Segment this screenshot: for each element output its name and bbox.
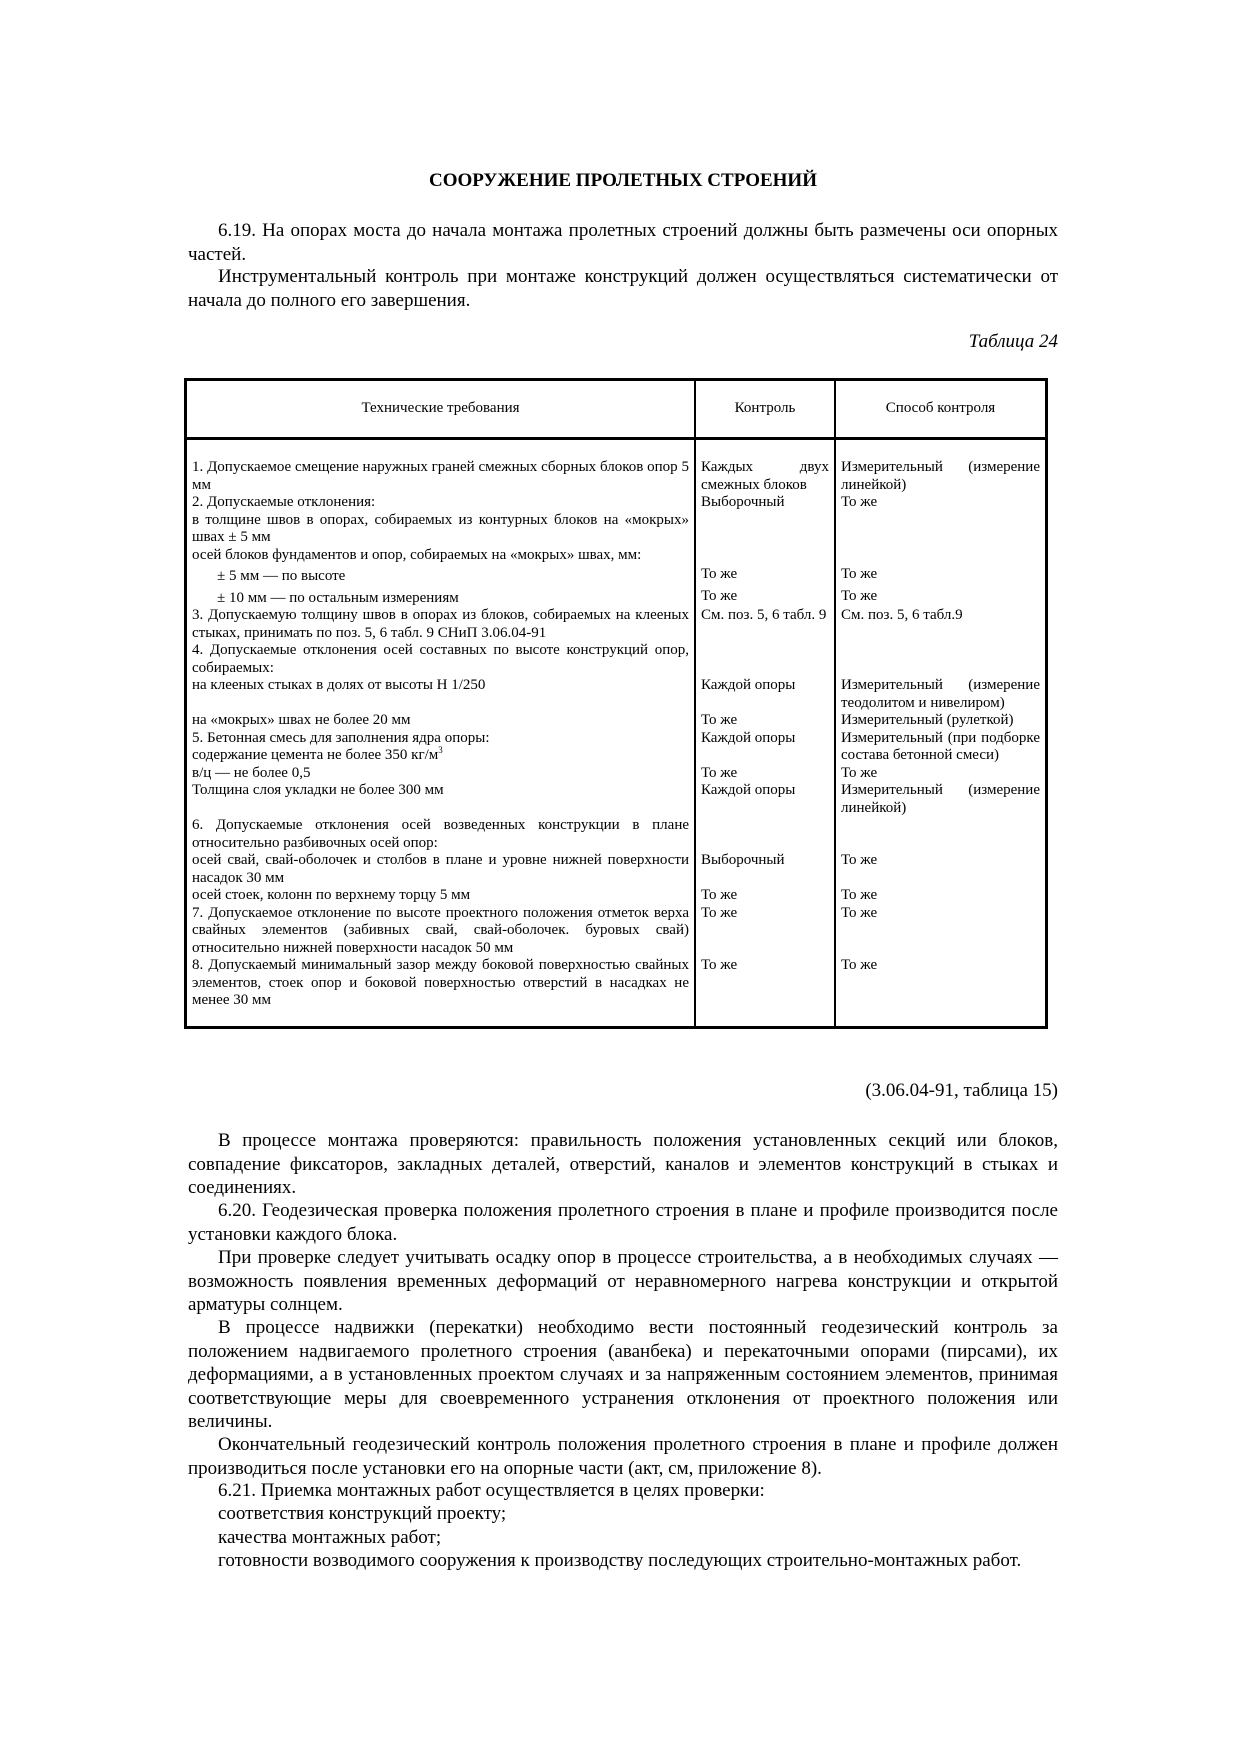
cell-text: содержание цемента не более 350 кг/м — [192, 747, 439, 763]
table-row — [186, 459, 1047, 494]
cell-control: Выборочный — [695, 494, 835, 564]
cell-control: Каждой опоры — [695, 677, 835, 712]
cell-requirement: осей стоек, колонн по верхнему торцу 5 мм — [186, 887, 696, 905]
cell-control — [695, 642, 835, 677]
cell-requirement — [186, 730, 696, 765]
table-row — [186, 957, 1047, 1010]
table-row — [186, 852, 1047, 887]
cell-method: Измерительный (рулеткой) — [841, 712, 1014, 728]
cell-requirement: ± 5 мм — по высоте — [186, 564, 696, 586]
cell-method: Измерительный (измерение линейкой) — [841, 459, 1040, 493]
cell-method: То же — [841, 957, 878, 973]
cell-method: То же — [841, 904, 878, 921]
body-paragraph: Окончательный геодезический контроль положения пролетного строения в плане и профиле должен производиться после установки его на опорные части (акт, см, приложение 8). — [188, 1434, 1058, 1479]
table-row — [186, 817, 1047, 852]
cell-method: То же — [841, 764, 878, 781]
cell-control: То же — [695, 887, 835, 905]
table-row — [186, 607, 1047, 642]
body-paragraph: качества монтажных работ; — [218, 1527, 442, 1548]
body-paragraph: 6.21. Приемка монтажных работ осуществляется в целях проверки: — [218, 1480, 765, 1501]
cell-text: 5. Бетонная смесь для заполнения ядра опоры: — [192, 729, 490, 746]
cell-requirement: осей свай, свай-оболочек и столбов в плане и уровне нижней поверхности насадок 30 мм — [186, 852, 696, 887]
table-caption: Таблица 24 — [968, 331, 1058, 352]
cell-control: То же — [695, 712, 835, 730]
table-row — [186, 905, 1047, 958]
body-paragraph: готовности возводимого сооружения к производству последующих строительно-монтажных работ. — [218, 1550, 1022, 1571]
cell-method: То же — [841, 887, 878, 903]
body-paragraph: В процессе монтажа проверяются: правильность положения установленных секций или блоков, совпадение фиксаторов, закладных деталей, отверстий, каналов и элементов конструкций в стыках и соединениях. — [188, 1130, 1058, 1198]
cell-control: То же — [695, 586, 835, 608]
intro-paragraph: 6.19. На опорах моста до начала монтажа пролетных строений должны быть размечены оси опорных частей. — [188, 220, 1058, 265]
cell-control: То же — [695, 564, 835, 586]
cell-requirement: ± 10 мм — по остальным измерениям — [186, 586, 696, 608]
cell-requirement: в/ц — не более 0,5 — [186, 765, 696, 783]
body-paragraph: При проверке следует учитывать осадку опор в процессе строительства, а в необходимых случаях — возможность появления временных деформаций от неравномерного нагрева конструкции и открытой арматуры солнцем. — [188, 1247, 1058, 1315]
table-row — [186, 677, 1047, 712]
table-row — [186, 765, 1047, 783]
cell-method: То же — [841, 852, 878, 868]
cell-control — [695, 817, 835, 852]
table-row — [186, 782, 1047, 817]
cell-method — [835, 817, 1047, 852]
table-row — [186, 494, 1047, 564]
intro-paragraph: Инструментальный контроль при монтаже конструкций должен осуществляться систематически от начала до полного его завершения. — [188, 266, 1058, 311]
cell-control: Каждых двух смежных блоков — [695, 459, 835, 494]
table-header-row — [186, 380, 1047, 439]
cell-method — [835, 642, 1047, 677]
cell-control: Выборочный — [695, 852, 835, 887]
cell-requirement: 8. Допускаемый минимальный зазор между боковой поверхностью свайных элементов, стоек опор и боковой поверхностью отверстий в насадках не менее 30 мм — [186, 957, 696, 1010]
cell-method: Измерительный (измерение линейкой) — [841, 782, 1040, 816]
cell-requirement: на «мокрых» швах не более 20 мм — [186, 712, 696, 730]
cell-method: То же — [841, 587, 878, 604]
cell-requirement: 1. Допускаемое смещение наружных граней смежных сборных блоков опор 5 мм — [186, 459, 696, 494]
table-row — [186, 642, 1047, 677]
header-requirements: Технические требования — [186, 380, 696, 439]
header-control: Контроль — [695, 380, 835, 439]
cell-control: Каждой опоры — [695, 782, 835, 817]
section-heading: СООРУЖЕНИЕ ПРОЛЕТНЫХ СТРОЕНИЙ — [429, 170, 817, 191]
cell-requirement: 7. Допускаемое отклонение по высоте проектного положения отметок верха свайных элементов (забивных свай, свай-оболочек. буровых свай) относительно нижней поверхности насадок 50 мм — [186, 905, 696, 958]
requirements-table — [184, 378, 1048, 1029]
table-row — [186, 564, 1047, 586]
cell-method: См. поз. 5, 6 табл.9 — [841, 607, 963, 623]
cell-method: Измерительный (измерение теодолитом и нивелиром) — [841, 677, 1040, 711]
body-paragraph: соответствия конструкций проекту; — [218, 1503, 507, 1524]
table-row — [186, 586, 1047, 608]
cell-control: См. поз. 5, 6 табл. 9 — [695, 607, 835, 642]
cell-requirement: 4. Допускаемые отклонения осей составных по высоте конструкций опор, собираемых: — [186, 642, 696, 677]
table-row — [186, 887, 1047, 905]
cell-method: То же — [841, 566, 878, 582]
cell-method: Измерительный (при подборке состава бетонной смеси) — [841, 729, 1040, 763]
cell-control: То же — [695, 905, 835, 958]
body-paragraph: В процессе надвижки (перекатки) необходимо вести постоянный геодезический контроль за положением надвигаемого пролетного строения (аванбека) и перекаточными опорами (пирсами), их деформациями, а в установленных проектом случаях и за напряженным состоянием элементов, принимая соответствующие меры для своевременного устранения отклонения от проектного положения или величины. — [188, 1317, 1058, 1432]
table-source-note: (3.06.04-91, таблица 15) — [865, 1080, 1058, 1101]
cell-requirement: на клееных стыках в долях от высоты Н 1/250 — [186, 677, 696, 712]
cell-method: То же — [841, 494, 878, 510]
cell-requirement: 2. Допускаемые отклонения: в толщине швов в опорах, собираемых из контурных блоков на «мокрых» швах ± 5 мм осей блоков фундаментов и опор, собираемых на «мокрых» швах, мм: — [186, 494, 696, 564]
cell-requirement: 3. Допускаемую толщину швов в опорах из блоков, собираемых на клееных стыках, принимать по поз. 5, 6 табл. 9 СНиП 3.06.04-91 — [186, 607, 696, 642]
cell-control: То же — [695, 957, 835, 1010]
table-row — [186, 712, 1047, 730]
cell-control: Каждой опоры — [695, 730, 835, 765]
table-row — [186, 730, 1047, 765]
cell-requirement: Толщина слоя укладки не более 300 мм — [186, 782, 696, 817]
cell-control: То же — [695, 765, 835, 783]
header-method: Способ контроля — [835, 380, 1047, 439]
cell-requirement: 6. Допускаемые отклонения осей возведенных конструкции в плане относительно разбивочных осей опор: — [186, 817, 696, 852]
superscript: 3 — [438, 745, 443, 755]
body-paragraph: 6.20. Геодезическая проверка положения пролетного строения в плане и профиле производится после установки каждого блока. — [188, 1200, 1058, 1245]
